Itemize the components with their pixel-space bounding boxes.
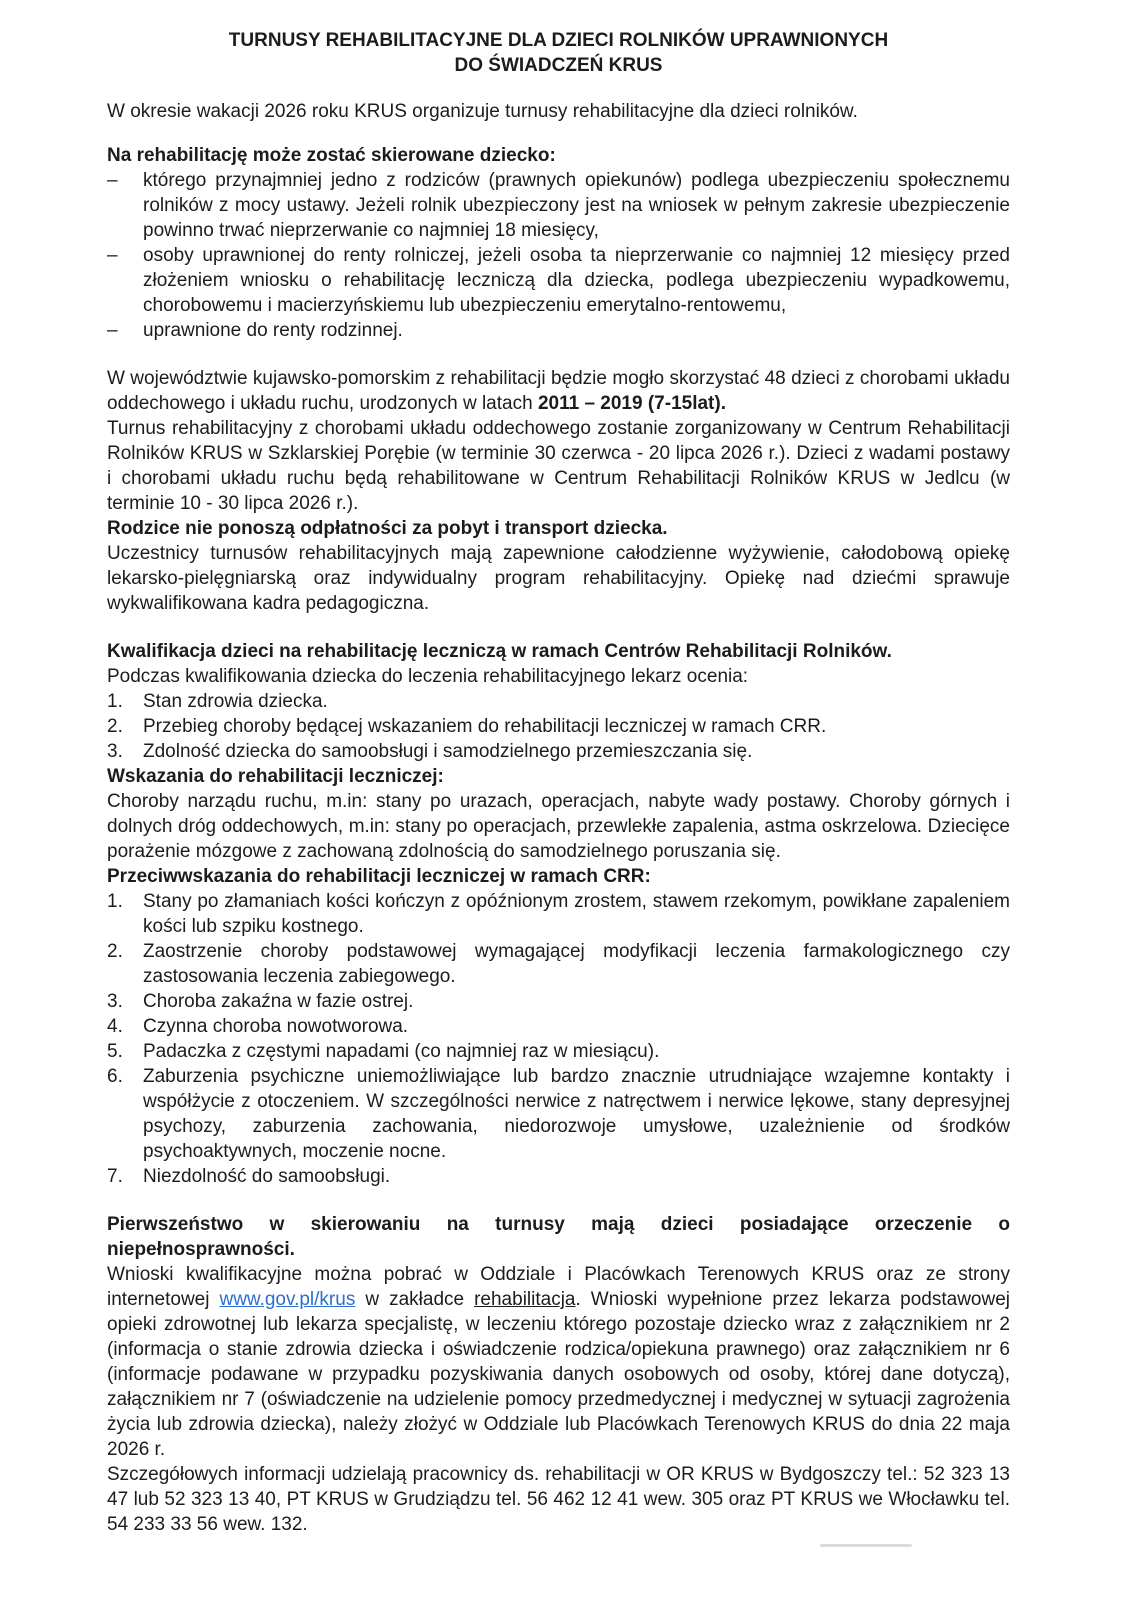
list-item-text: Stany po złamaniach kości kończyn z opóźnionym zrostem, stawem rzekomym, powikłane zapaleniem kości lub szpiku kostnego. — [143, 891, 1010, 937]
list-number: 3. — [107, 991, 123, 1012]
dash-bullet: – — [107, 245, 118, 266]
dash-bullet: – — [107, 170, 118, 191]
list-item-text: Zaostrzenie choroby podstawowej wymagającej modyfikacji leczenia farmakologicznego czy zastosowania leczenia zabiegowego. — [143, 941, 1010, 987]
region-no-fees-statement: Rodzice nie ponoszą odpłatności za pobyt i transport dziecka. — [107, 518, 668, 539]
section-eligibility — [107, 143, 1010, 343]
list-item-text: którego przynajmniej jedno z rodziców (prawnych opiekunów) podlega ubezpieczeniu społecznemu rolników z mocy ustawy. Jeżeli rolnik ubezpieczony jest na wniosek w pełnym zakresie ubezpieczenie powinno trwać nieprzerwanie co najmniej 18 miesięcy, — [143, 170, 1010, 241]
list-item-text: Stan zdrowia dziecka. — [143, 691, 328, 712]
document-title-line2: DO ŚWIADCZEŃ KRUS — [454, 55, 663, 76]
eligibility-list — [107, 168, 1010, 343]
section-priority — [107, 1212, 1010, 1537]
application-text-between: w zakładce — [355, 1289, 475, 1310]
application-paragraph — [107, 1262, 1010, 1462]
list-item — [107, 168, 1010, 243]
list-item — [107, 889, 1010, 939]
list-item — [107, 739, 1010, 764]
list-number: 6. — [107, 1066, 123, 1087]
indications-body: Choroby narządu ruchu, m.in: stany po urazach, operacjach, nabyte wady postawy. Choroby górnych i dolnych dróg oddechowych, m.in: stany po operacjach, przewlekłe zapalenia, astma oskrzelowa. Dziecięce porażenie mózgowe z zachowaną zdolnością do samodzielnego poruszania się. — [107, 791, 1010, 862]
list-item — [107, 989, 1010, 1014]
list-item-text: Zaburzenia psychiczne uniemożliwiające lub bardzo znacznie utrudniające wzajemne kontakty i współżycie z otoczeniem. W szczególności nerwice z natręctwem i nerwice lękowe, stany depresyjnej psychozy, zaburzenia zachowania, niedorozwoje umysłowe, uzależnienie od środków psychoaktywnych, moczenie nocne. — [143, 1066, 1010, 1162]
dash-bullet: – — [107, 320, 118, 341]
list-number: 2. — [107, 941, 123, 962]
rehabilitation-tab-label: rehabilitacja — [474, 1289, 576, 1310]
list-item-text: uprawnione do renty rodzinnej. — [143, 320, 403, 341]
application-text-after: . Wnioski wypełnione przez lekarza podstawowej opieki zdrowotnej lub lekarza specjalistę, w leczeniu którego pozostaje dziecko wraz z załącznikiem nr 2 (informacja o stanie zdrowia dziecka i oświadczenie rodzica/opiekuna prawnego) oraz załącznikiem nr 6 (informacje podawane w przypadku pozyskiwania danych osobowych od osoby, której dane dotyczą), załącznikiem nr 7 (oświadczenie na udzielenie pomocy przedmedycznej i medycznej w sytuacji zagrożenia życia lub zdrowia dziecka), należy złożyć w Oddziale lub Placówkach Terenowych KRUS do dnia 22 maja 2026 r. — [107, 1289, 1010, 1460]
list-item — [107, 714, 1010, 739]
list-item — [107, 939, 1010, 989]
list-item — [107, 1164, 1010, 1189]
section-region — [107, 366, 1010, 616]
contraindications-heading: Przeciwwskazania do rehabilitacji leczniczej w ramach CRR: — [107, 866, 651, 887]
list-item — [107, 689, 1010, 714]
list-number: 5. — [107, 1041, 123, 1062]
list-item-text: Zdolność dziecka do samoobsługi i samodzielnego przemieszczania się. — [143, 741, 753, 762]
indications-heading: Wskazania do rehabilitacji leczniczej: — [107, 766, 444, 787]
list-item — [107, 1014, 1010, 1039]
list-item — [107, 1064, 1010, 1164]
qualification-heading: Kwalifikacja dzieci na rehabilitację leczniczą w ramach Centrów Rehabilitacji Rolników. — [107, 641, 892, 662]
list-item-text: Czynna choroba nowotworowa. — [143, 1016, 409, 1037]
region-paragraph-1-bold: 2011 – 2019 (7-15lat). — [537, 393, 726, 414]
list-item-text: osoby uprawnionej do renty rolniczej, jeżeli osoba ta nieprzerwanie co najmniej 12 miesięcy przed złożeniem wniosku o rehabilitację leczniczą dla dziecka, podlega ubezpieczeniu wypadkowemu, chorobowemu i macierzyńskiemu lub ubezpieczeniu emerytalno-rentowemu, — [143, 245, 1010, 316]
contraindications-list — [107, 889, 1010, 1189]
priority-heading: Pierwszeństwo w skierowaniu na turnusy mają dzieci posiadające orzeczenie o niepełnosprawności. — [107, 1214, 1010, 1260]
qualification-list — [107, 689, 1010, 764]
intro-paragraph: W okresie wakacji 2026 roku KRUS organizuje turnusy rehabilitacyjne dla dzieci rolników. — [107, 101, 858, 122]
application-text-before-link: Wnioski kwalifikacyjne można pobrać w Oddziale i Placówkach Terenowych KRUS oraz ze strony internetowej — [107, 1264, 1010, 1310]
region-paragraph-1 — [107, 366, 1010, 416]
region-paragraph-2: Turnus rehabilitacyjny z chorobami układu oddechowego zostanie zorganizowany w Centrum Rehabilitacji Rolników KRUS w Szklarskiej Porębie (w terminie 30 czerwca - 20 lipca 2026 r.). Dzieci z wadami postawy i chorobami układu ruchu będą rehabilitowane w Centrum Rehabilitacji Rolników KRUS w Jedlcu (w terminie 10 - 30 lipca 2026 r.). — [107, 418, 1010, 514]
list-number: 1. — [107, 691, 123, 712]
document-title — [107, 28, 1010, 78]
list-item-text: Niezdolność do samoobsługi. — [143, 1166, 391, 1187]
section-qualification — [107, 639, 1010, 1189]
list-item — [107, 318, 1010, 343]
list-item-text: Choroba zakaźna w fazie ostrej. — [143, 991, 414, 1012]
list-number: 3. — [107, 741, 123, 762]
qualification-lead: Podczas kwalifikowania dziecka do leczenia rehabilitacyjnego lekarz ocenia: — [107, 666, 749, 687]
eligibility-heading: Na rehabilitację może zostać skierowane dziecko: — [107, 145, 556, 166]
document-title-line1: TURNUSY REHABILITACYJNE DLA DZIECI ROLNIKÓW UPRAWNIONYCH — [228, 30, 889, 51]
list-number: 7. — [107, 1166, 123, 1187]
contact-info-paragraph: Szczegółowych informacji udzielają pracownicy ds. rehabilitacji w OR KRUS w Bydgoszczy tel.: 52 323 13 47 lub 52 323 13 40, PT KRUS w Grudziądzu tel. 56 462 12 41 wew. 305 oraz PT KRUS we Włocławku tel. 54 233 33 56 wew. 132. — [107, 1464, 1010, 1535]
list-number: 4. — [107, 1016, 123, 1037]
list-item-text: Przebieg choroby będącej wskazaniem do rehabilitacji leczniczej w ramach CRR. — [143, 716, 827, 737]
list-item — [107, 243, 1010, 318]
list-number: 1. — [107, 891, 123, 912]
region-paragraph-4: Uczestnicy turnusów rehabilitacyjnych mają zapewnione całodzienne wyżywienie, całodobową opiekę lekarsko-pielęgniarską oraz indywidualny program rehabilitacyjny. Opiekę nad dziećmi sprawuje wykwalifikowana kadra pedagogiczna. — [107, 543, 1010, 614]
list-item-text: Padaczka z częstymi napadami (co najmniej raz w miesiącu). — [143, 1041, 660, 1062]
list-number: 2. — [107, 716, 123, 737]
region-paragraph-1-text: W województwie kujawsko-pomorskim z rehabilitacji będzie mogło skorzystać 48 dzieci z chorobami układu oddechowego i układu ruchu, urodzonych w latach — [107, 368, 1010, 414]
krus-website-link[interactable]: www.gov.pl/krus — [219, 1289, 356, 1310]
list-item — [107, 1039, 1010, 1064]
scan-artifact — [820, 1544, 912, 1547]
